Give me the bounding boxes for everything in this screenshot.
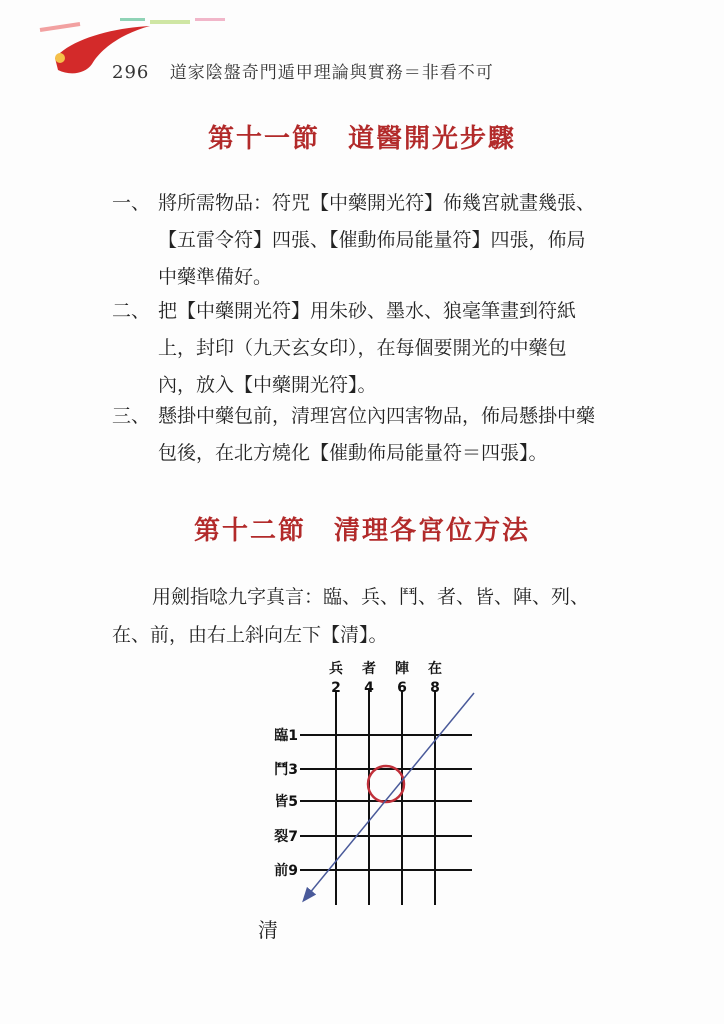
row-label: 前9 xyxy=(274,863,298,879)
item-marker: 三、 xyxy=(112,405,151,427)
diagram-caption: 清 xyxy=(258,918,278,942)
column-number-label: 8 xyxy=(430,680,440,696)
item-line: 包後，在北方燒化【催動佈局能量符＝四張】。 xyxy=(158,442,548,464)
item-line: 將所需物品：符咒【中藥開光符】佈幾宮就畫幾張、 xyxy=(158,192,596,214)
column-number-label: 2 xyxy=(331,680,341,696)
paragraph-line: 用劍指唸九字真言：臨、兵、鬥、者、皆、陣、列、 xyxy=(152,586,590,608)
grid-svg xyxy=(260,655,490,915)
section-12-title: 第十二節 清理各宮位方法 xyxy=(193,516,530,546)
column-character-label: 兵 xyxy=(329,661,343,677)
column-number-label: 4 xyxy=(364,680,374,696)
item-line: 把【中藥開光符】用朱砂、墨水、狼毫筆畫到符紙 xyxy=(158,300,577,322)
column-number-label: 6 xyxy=(397,680,407,696)
row-label: 臨1 xyxy=(274,728,298,744)
item-marker: 一、 xyxy=(112,192,151,214)
nine-character-grid-diagram xyxy=(260,655,490,915)
section-11-title: 第十一節 道醫開光步驟 xyxy=(207,124,516,154)
item-line: 內，放入【中藥開光符】。 xyxy=(158,374,377,396)
column-character-label: 在 xyxy=(428,661,442,677)
item-line: 懸掛中藥包前，清理宮位內四害物品，佈局懸掛中藥 xyxy=(158,405,596,427)
diagonal-arrow xyxy=(304,693,474,900)
page-number: 296 xyxy=(112,62,150,83)
item-line: 【五雷令符】四張、【催動佈局能量符】四張，佈局 xyxy=(158,229,586,251)
running-header xyxy=(112,58,494,83)
book-title: 道家陰盤奇門遁甲理論與實務＝非看不可 xyxy=(169,63,494,83)
item-line: 中藥準備好。 xyxy=(158,266,273,288)
row-label: 皆5 xyxy=(274,794,298,810)
paragraph-line: 在、前，由右上斜向左下【清】。 xyxy=(112,624,388,646)
column-character-label: 陣 xyxy=(395,661,409,677)
column-character-label: 者 xyxy=(362,661,376,677)
row-label: 裂7 xyxy=(274,829,298,845)
item-marker: 二、 xyxy=(112,300,151,322)
item-line: 上，封印（九天玄女印），在每個要開光的中藥包 xyxy=(158,337,567,359)
row-label: 鬥3 xyxy=(274,762,298,778)
